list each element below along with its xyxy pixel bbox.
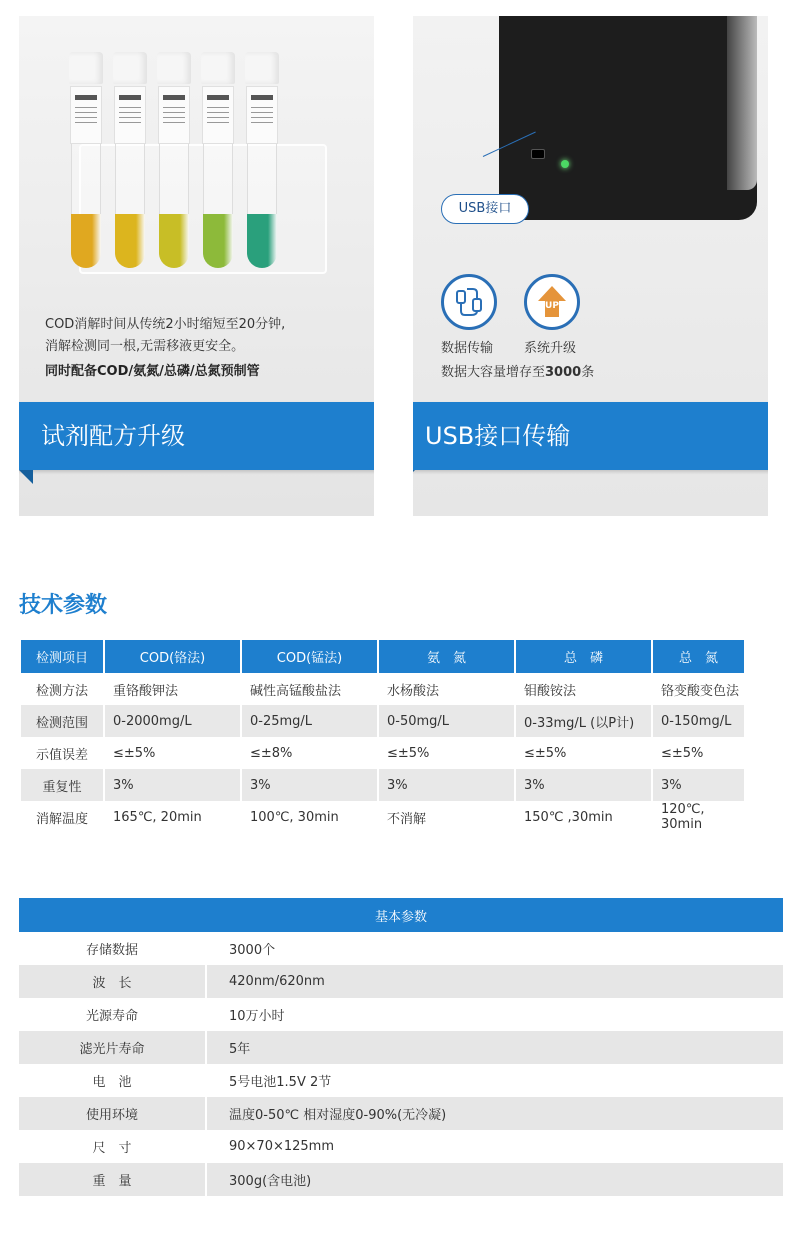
test-tube — [113, 52, 147, 272]
basic-value: 温度0-50℃ 相对湿度0-90%(无冷凝) — [206, 1097, 783, 1130]
tube-liquid — [71, 214, 101, 268]
tech-cell: 钼酸铵法 — [524, 683, 577, 699]
tech-cell: 3% — [242, 769, 377, 801]
basic-key: 光源寿命 — [19, 998, 206, 1031]
data-transfer-label: 数据传输 — [441, 341, 494, 356]
tube-liquid — [203, 214, 233, 268]
reagent-feature-panel — [19, 16, 374, 516]
capacity-prefix: 数据大容量增存至 — [441, 365, 546, 380]
tech-cell: 不消解 — [387, 811, 427, 827]
tech-row-label: 消解温度 — [35, 811, 88, 827]
tube-cap — [201, 52, 235, 84]
tech-header-cell: COD(铬法) — [105, 640, 240, 673]
tube-glass — [247, 144, 277, 214]
tube-label — [246, 86, 278, 144]
tech-row-label: 检测方法 — [35, 683, 88, 699]
tube-glass — [203, 144, 233, 214]
tube-glass — [115, 144, 145, 214]
tech-row-label: 重复性 — [21, 769, 103, 801]
tech-cell: ≤±5% — [661, 745, 704, 761]
tech-cell: 3% — [516, 769, 651, 801]
reagent-desc-line2: 消解检测同一根,无需移液更安全。 — [45, 339, 245, 354]
table-row — [21, 673, 744, 705]
tube-cap — [113, 52, 147, 84]
tube-cap — [245, 52, 279, 84]
test-tube — [69, 52, 103, 272]
tech-cell: 100℃, 30min — [250, 809, 339, 825]
basic-key: 使用环境 — [19, 1097, 206, 1130]
tube-liquid — [247, 214, 277, 268]
test-tube — [157, 52, 191, 272]
tech-cell: 重铬酸钾法 — [113, 683, 179, 699]
usb-feature-panel — [413, 16, 768, 516]
tech-header-cell: 检测项目 — [21, 640, 103, 673]
tube-liquid — [115, 214, 145, 268]
tech-cell: 120℃, 30min — [661, 802, 705, 832]
basic-key: 重 量 — [19, 1163, 206, 1196]
table-row — [19, 1130, 783, 1163]
basic-value: 5年 — [206, 1031, 783, 1064]
usb-callout: USB接口 — [441, 194, 529, 224]
table-row — [19, 1163, 783, 1196]
basic-value: 10万小时 — [229, 1009, 285, 1024]
tube-label — [202, 86, 234, 144]
table-row — [21, 705, 744, 737]
reagent-desc-line3: 同时配备COD/氨氮/总磷/总氮预制管 — [45, 364, 260, 379]
basic-value: 90×70×125mm — [229, 1139, 335, 1154]
tech-cell: 0-150mg/L — [653, 705, 744, 737]
basic-key: 波 长 — [19, 965, 206, 998]
capacity-value: 3000 — [545, 365, 582, 380]
table-row — [19, 1064, 783, 1097]
basic-key: 滤光片寿命 — [19, 1031, 206, 1064]
reagent-ribbon-title: 试剂配方升级 — [19, 402, 374, 470]
tech-header-cell: 总 磷 — [516, 640, 651, 673]
usb-port — [531, 149, 545, 159]
tech-cell: 碱性高锰酸盐法 — [250, 683, 342, 699]
device-side — [727, 16, 757, 190]
tech-header-cell: 总 氮 — [653, 640, 744, 673]
tech-row-label: 示值误差 — [35, 747, 88, 763]
basic-params-title: 基本参数 — [19, 898, 783, 932]
device-body — [499, 16, 757, 220]
table-row — [21, 801, 744, 833]
tech-cell: 水杨酸法 — [387, 683, 440, 699]
tech-cell: 0-25mg/L — [242, 705, 377, 737]
test-tube — [245, 52, 279, 272]
table-row — [19, 1097, 783, 1130]
system-upgrade-icon — [524, 274, 580, 330]
tech-cell: ≤±5% — [113, 745, 156, 761]
tech-row-label: 检测范围 — [21, 705, 103, 737]
table-row — [21, 769, 744, 801]
basic-value: 420nm/620nm — [206, 965, 783, 998]
tube-cap — [69, 52, 103, 84]
table-row — [19, 965, 783, 998]
tech-cell: 0-50mg/L — [379, 705, 514, 737]
tech-cell: ≤±5% — [387, 745, 430, 761]
tech-cell: 3% — [379, 769, 514, 801]
status-led — [561, 160, 569, 168]
ribbon-fold — [19, 470, 33, 484]
data-transfer-icon — [441, 274, 497, 330]
tech-cell: 铬变酸变色法 — [661, 683, 740, 699]
tech-cell: 150℃ ,30min — [524, 809, 613, 825]
tech-cell: 3% — [653, 769, 744, 801]
basic-value: 5号电池1.5V 2节 — [229, 1075, 332, 1090]
basic-value: 3000个 — [229, 943, 276, 958]
table-row — [19, 998, 783, 1031]
tube-cap — [157, 52, 191, 84]
tech-cell: ≤±5% — [524, 745, 567, 761]
tech-cell: 3% — [105, 769, 240, 801]
tech-header-cell: 氨 氮 — [379, 640, 514, 673]
tech-cell: 0-2000mg/L — [105, 705, 240, 737]
ribbon-fold — [413, 470, 415, 484]
basic-params-table — [19, 898, 783, 1196]
tech-header-row — [21, 640, 744, 673]
test-tube — [201, 52, 235, 272]
capacity-suffix: 条 — [581, 365, 595, 380]
basic-key: 电 池 — [19, 1064, 206, 1097]
upgrade-up-text: UP — [545, 301, 559, 311]
tech-cell: 0-33mg/L (以P计) — [516, 705, 651, 737]
basic-value: 300g(含电池) — [206, 1163, 783, 1196]
system-upgrade-label: 系统升级 — [524, 341, 577, 356]
tube-glass — [71, 144, 101, 214]
tube-label — [158, 86, 190, 144]
capacity-text — [441, 362, 594, 384]
tube-label — [70, 86, 102, 144]
tech-params-title: 技术参数 — [19, 593, 108, 618]
table-row — [19, 932, 783, 965]
usb-ribbon-title: USB接口传输 — [413, 402, 768, 470]
tube-label — [114, 86, 146, 144]
tech-cell: 165℃, 20min — [113, 809, 202, 825]
basic-key: 存储数据 — [19, 932, 206, 965]
basic-key: 尺 寸 — [19, 1130, 206, 1163]
basic-header-row — [19, 898, 783, 932]
table-row — [21, 737, 744, 769]
tech-params-table — [19, 640, 746, 833]
reagent-desc-line1: COD消解时间从传统2小时缩短至20分钟, — [45, 317, 286, 332]
tube-liquid — [159, 214, 189, 268]
tube-glass — [159, 144, 189, 214]
tech-header-cell: COD(锰法) — [242, 640, 377, 673]
tech-cell: ≤±8% — [250, 745, 293, 761]
table-row — [19, 1031, 783, 1064]
